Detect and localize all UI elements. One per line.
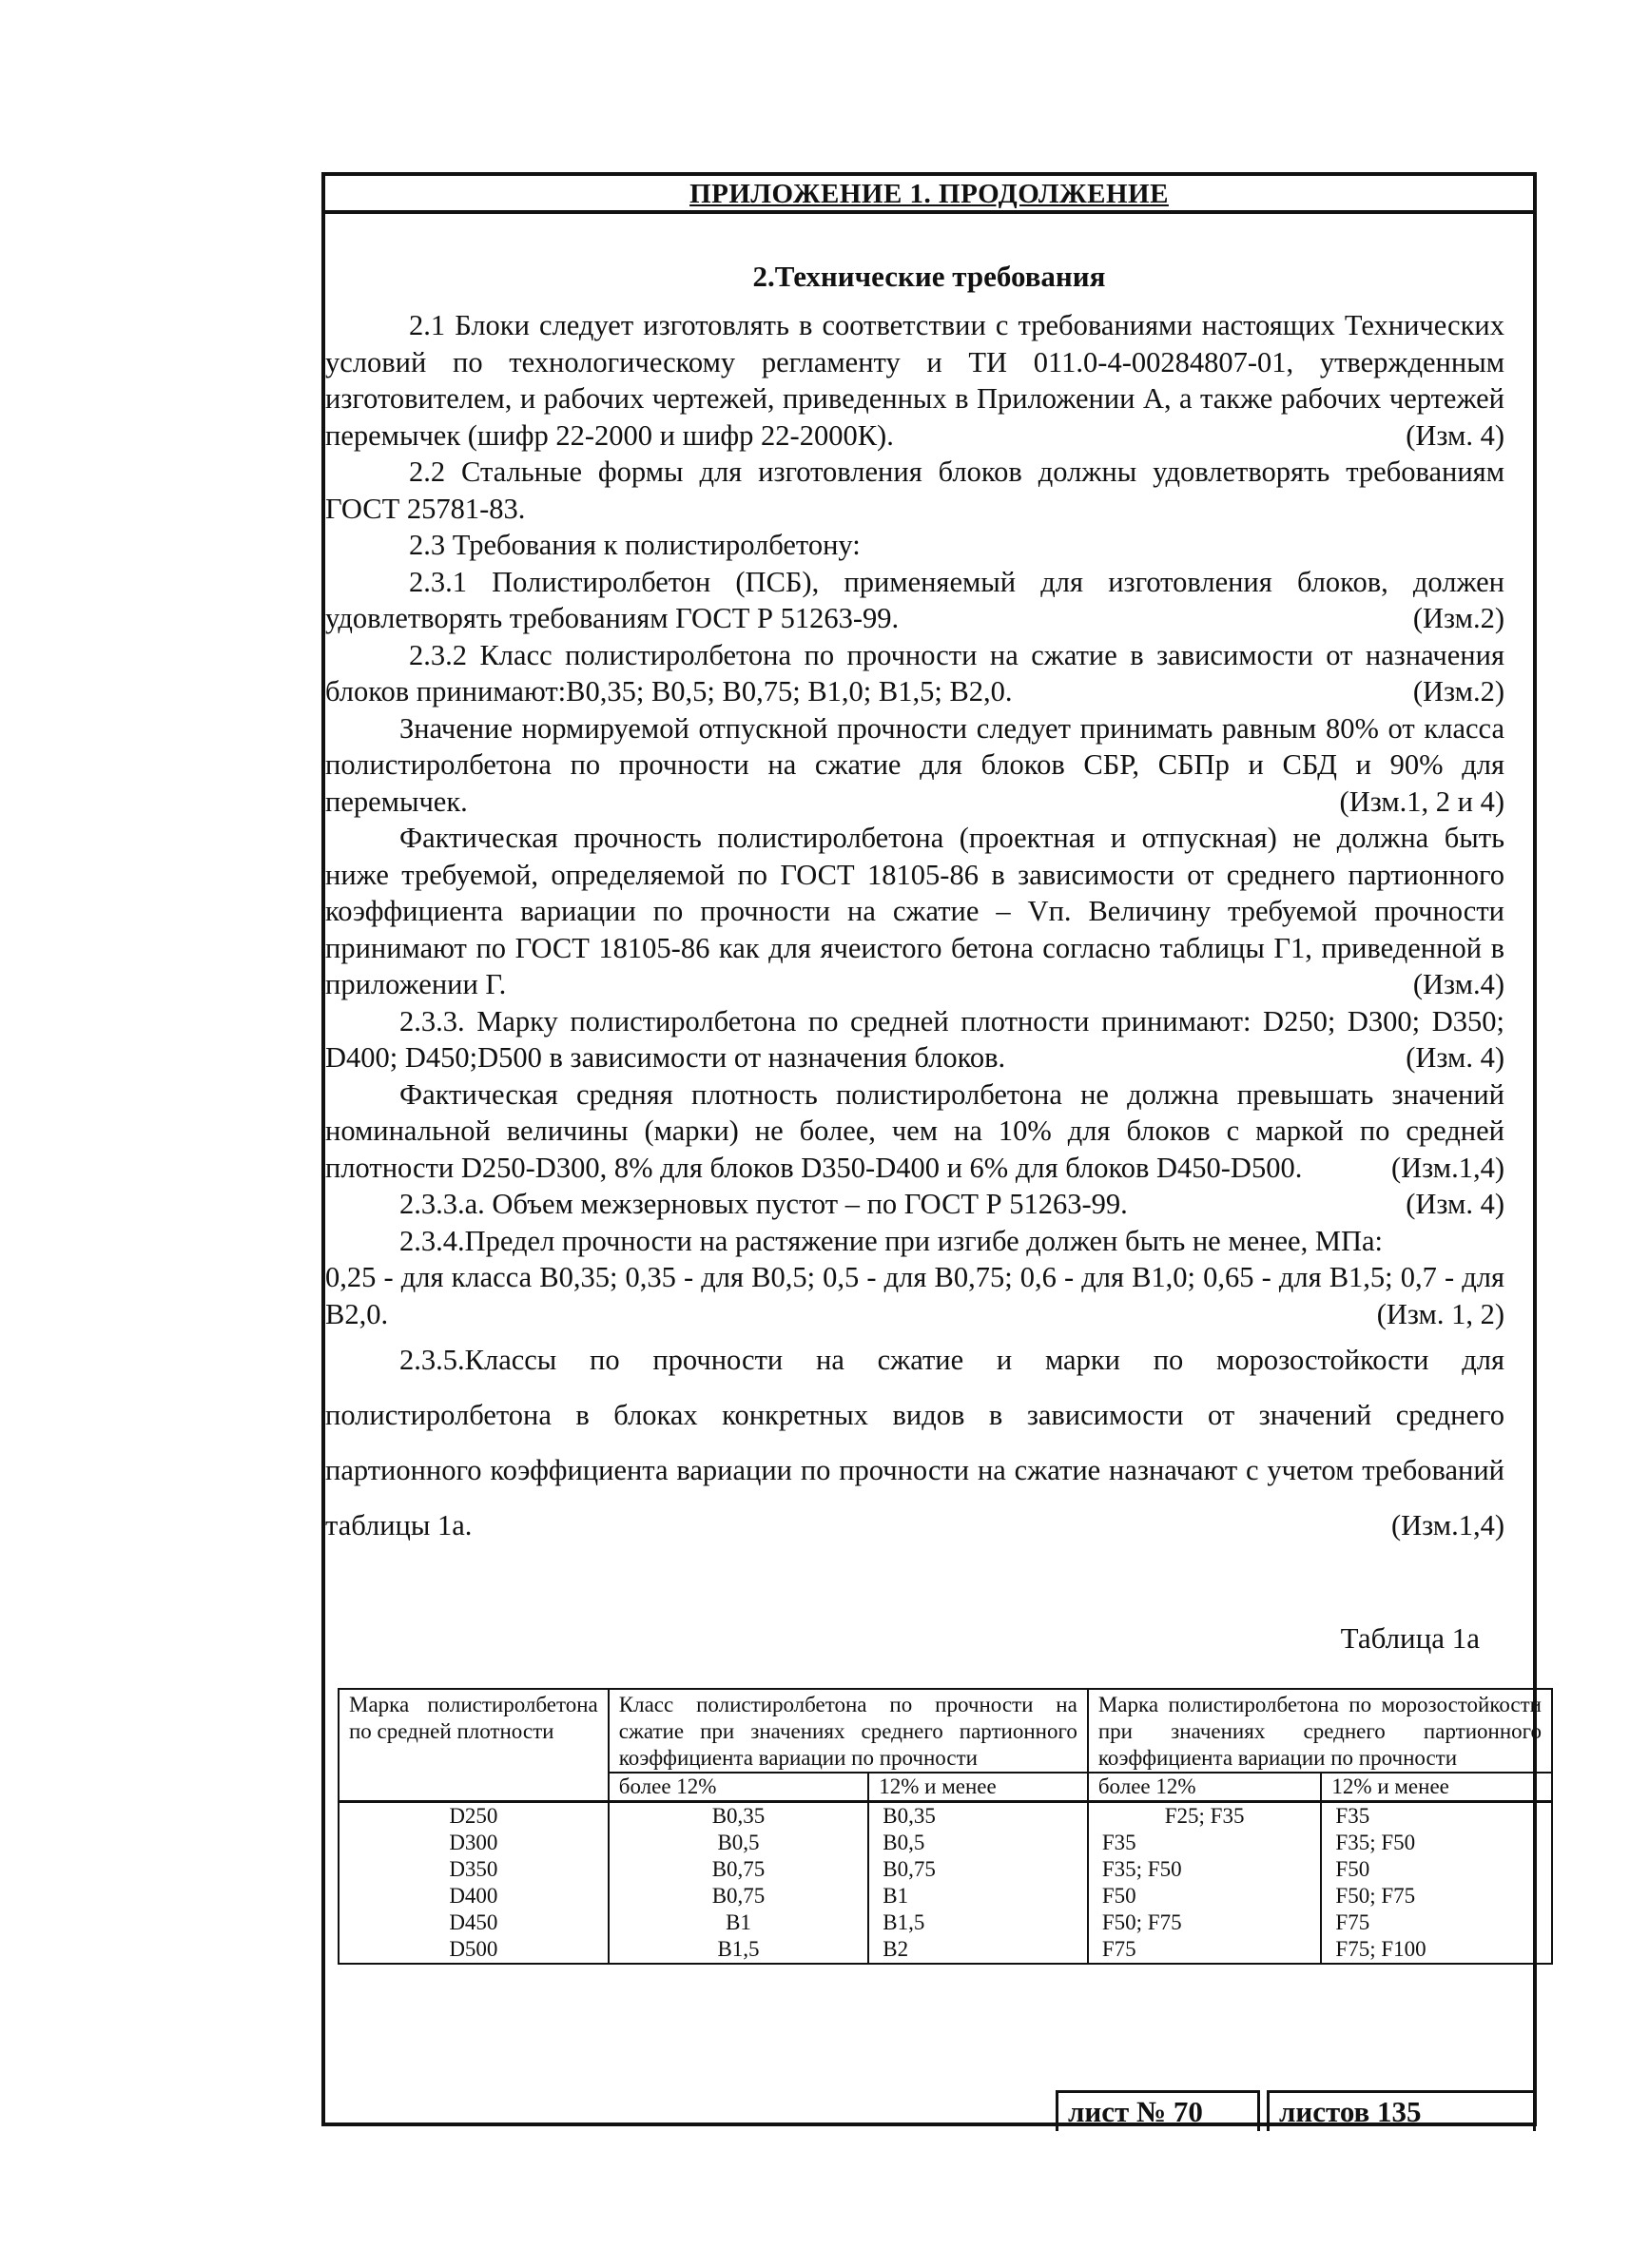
paragraph-2-2: 2.2 Стальные формы для изготовления блоков должны удовлетворять требованиям ГОСТ 25781-83.: [325, 456, 1504, 525]
paragraph-2-1: 2.1 Блоки следует изготовлять в соответствии с требованиями настоящих Технических условий по технологическому регламенту и ТИ 011.0-4-00284807-01, утвержденным изготовителем, и рабочих чертежей, приведенных в Приложении А, а также рабочих чертежей перемычек (шифр 22-2000 и шифр 22-2000К). (Изм. 4): [325, 307, 1504, 454]
paragraph-2-3-4: 2.3.4.Предел прочности на растяжение при изгибе должен быть не менее, МПа:: [399, 1224, 1383, 1257]
paragraph-2-3-3: 2.3.3. Марку полистиролбетона по средней плотности принимают: D250; D300; D350; D400; D450;D500 в зависимости от назначения блоков. (Изм. 4): [325, 1003, 1504, 1076]
col-strength-class-header: Класс полистиролбетона по прочности на сжатие при значениях среднего партионного коэффициента вариации по прочности: [609, 1689, 1088, 1773]
col-frost-grade-header: Марка полистиролбетона по морозостойкости при значениях среднего партионного коэффициента вариации по прочности: [1088, 1689, 1552, 1773]
body-text: [325, 307, 1504, 1553]
paragraph-strength-norm: Значение нормируемой отпускной прочности следует принимать равным 80% от класса полистиролбетона по прочности на сжатие для блоков СБР, СБПр и СБД и 90% для перемычек. (Изм.1, 2 и 4): [325, 710, 1504, 821]
revision-note: (Изм.2): [1412, 602, 1504, 634]
density-cell: D450: [339, 1909, 609, 1936]
revision-note: (Изм.1, 2 и 4): [1339, 785, 1504, 818]
paragraph-2-3: 2.3 Требования к полистиролбетону:: [409, 529, 861, 561]
appendix-header-title: ПРИЛОЖЕНИЕ 1. ПРОДОЛЖЕНИЕ: [689, 179, 1169, 209]
paragraph-2-3-3-a: 2.3.3.а. Объем межзерновых пустот – по ГОСТ Р 51263-99. (Изм. 4): [325, 1186, 1504, 1223]
frost-less-cell: F35: [1321, 1802, 1552, 1831]
frost-more-cell: F35: [1088, 1830, 1322, 1856]
col-density-header: Марка полистиролбетона по средней плотности: [339, 1689, 609, 1802]
class-less-cell: В0,5: [868, 1830, 1088, 1856]
paragraph-2-3-2: 2.3.2 Класс полистиролбетона по прочности на сжатие в зависимости от назначения блоков принимают:В0,35; В0,5; В0,75; В1,0; В1,5; В2,0. (Изм.2): [325, 637, 1504, 710]
revision-note: (Изм.2): [1412, 675, 1504, 708]
density-cell: D300: [339, 1830, 609, 1856]
frost-more-cell: F35; F50: [1088, 1856, 1322, 1883]
paragraph-actual-strength: Фактическая прочность полистиролбетона (проектная и отпускная) не должна быть ниже требуемой, определяемой по ГОСТ 18105-86 в зависимости от среднего партионного коэффициента вариации по прочности на сжатие – Vп. Величину требуемой прочности принимают по ГОСТ 18105-86 как для ячеистого бетона согласно таблицы Г1, приведенной в приложении Г. (Изм.4): [325, 820, 1504, 1003]
frost-more-cell: F50; F75: [1088, 1909, 1322, 1936]
density-cell: D250: [339, 1802, 609, 1831]
sheet-number: лист № 70: [1056, 2090, 1260, 2131]
frost-more-cell: F50: [1088, 1883, 1322, 1909]
sheets-total: листов 135: [1267, 2090, 1536, 2131]
frost-less-cell: F50: [1321, 1856, 1552, 1883]
revision-note: (Изм. 4): [1406, 1041, 1504, 1074]
revision-note: (Изм. 4): [1406, 1188, 1504, 1220]
class-less-cell: В2: [868, 1936, 1088, 1964]
table-row: [339, 1856, 1552, 1883]
class-less-cell: В1,5: [868, 1909, 1088, 1936]
subheader-more-12: более 12%: [1088, 1773, 1322, 1802]
class-more-cell: В0,35: [609, 1802, 868, 1831]
table-row: [339, 1830, 1552, 1856]
density-cell: D350: [339, 1856, 609, 1883]
class-less-cell: В0,75: [868, 1856, 1088, 1883]
revision-note: (Изм.1,4): [1390, 1509, 1504, 1541]
revision-note: (Изм.4): [1412, 968, 1504, 1000]
class-more-cell: В0,75: [609, 1856, 868, 1883]
frost-more-cell: F75: [1088, 1936, 1322, 1964]
appendix-header: [325, 176, 1533, 214]
table-row: [339, 1883, 1552, 1909]
density-cell: D500: [339, 1936, 609, 1964]
class-more-cell: В0,75: [609, 1883, 868, 1909]
class-more-cell: В1: [609, 1909, 868, 1936]
subheader-more-12: более 12%: [609, 1773, 868, 1802]
density-cell: D400: [339, 1883, 609, 1909]
frost-less-cell: F35; F50: [1321, 1830, 1552, 1856]
class-less-cell: В1: [868, 1883, 1088, 1909]
revision-note: (Изм.1,4): [1390, 1151, 1504, 1184]
table-row: [339, 1909, 1552, 1936]
paragraph-2-3-1: 2.3.1 Полистиролбетон (ПСБ), применяемый для изготовления блоков, должен удовлетворять требованиям ГОСТ Р 51263-99. (Изм.2): [325, 564, 1504, 637]
table-row: [339, 1936, 1552, 1964]
frost-less-cell: F75: [1321, 1909, 1552, 1936]
class-more-cell: В0,5: [609, 1830, 868, 1856]
paragraph-2-3-5: 2.3.5.Классы по прочности на сжатие и марки по морозостойкости для полистиролбетона в блоках конкретных видов в зависимости от значений среднего партионного коэффициента вариации по прочности на сжатие назначают с учетом требований таблицы 1а. (Изм.1,4): [325, 1332, 1504, 1553]
frost-less-cell: F75; F100: [1321, 1936, 1552, 1964]
revision-note: (Изм. 4): [1406, 418, 1504, 452]
paragraph-actual-density: Фактическая средняя плотность полистиролбетона не должна превышать значений номинальной величины (марки) не более, чем на 10% для блоков с маркой по средней плотности D250-D300, 8% для блоков D350-D400 и 6% для блоков D450-D500. (Изм.1,4): [325, 1076, 1504, 1187]
revision-note: (Изм. 1, 2): [1376, 1297, 1504, 1330]
subheader-less-12: 12% и менее: [868, 1773, 1088, 1802]
table-caption: Таблица 1а: [1340, 1621, 1480, 1655]
subheader-less-12: 12% и менее: [1321, 1773, 1552, 1802]
table-1a: [338, 1688, 1553, 1965]
frost-more-cell: F25; F35: [1088, 1802, 1322, 1831]
table-row: [339, 1802, 1552, 1831]
class-more-cell: В1,5: [609, 1936, 868, 1964]
section-title: 2.Технические требования: [752, 260, 1106, 293]
class-less-cell: В0,35: [868, 1802, 1088, 1831]
paragraph-bending-values: 0,25 - для класса В0,35; 0,35 - для В0,5; 0,5 - для В0,75; 0,6 - для В1,0; 0,65 - для В1,5; 0,7 - для В2,0. (Изм. 1, 2): [325, 1259, 1504, 1332]
document-frame: [321, 172, 1542, 2128]
frost-less-cell: F50; F75: [1321, 1883, 1552, 1909]
